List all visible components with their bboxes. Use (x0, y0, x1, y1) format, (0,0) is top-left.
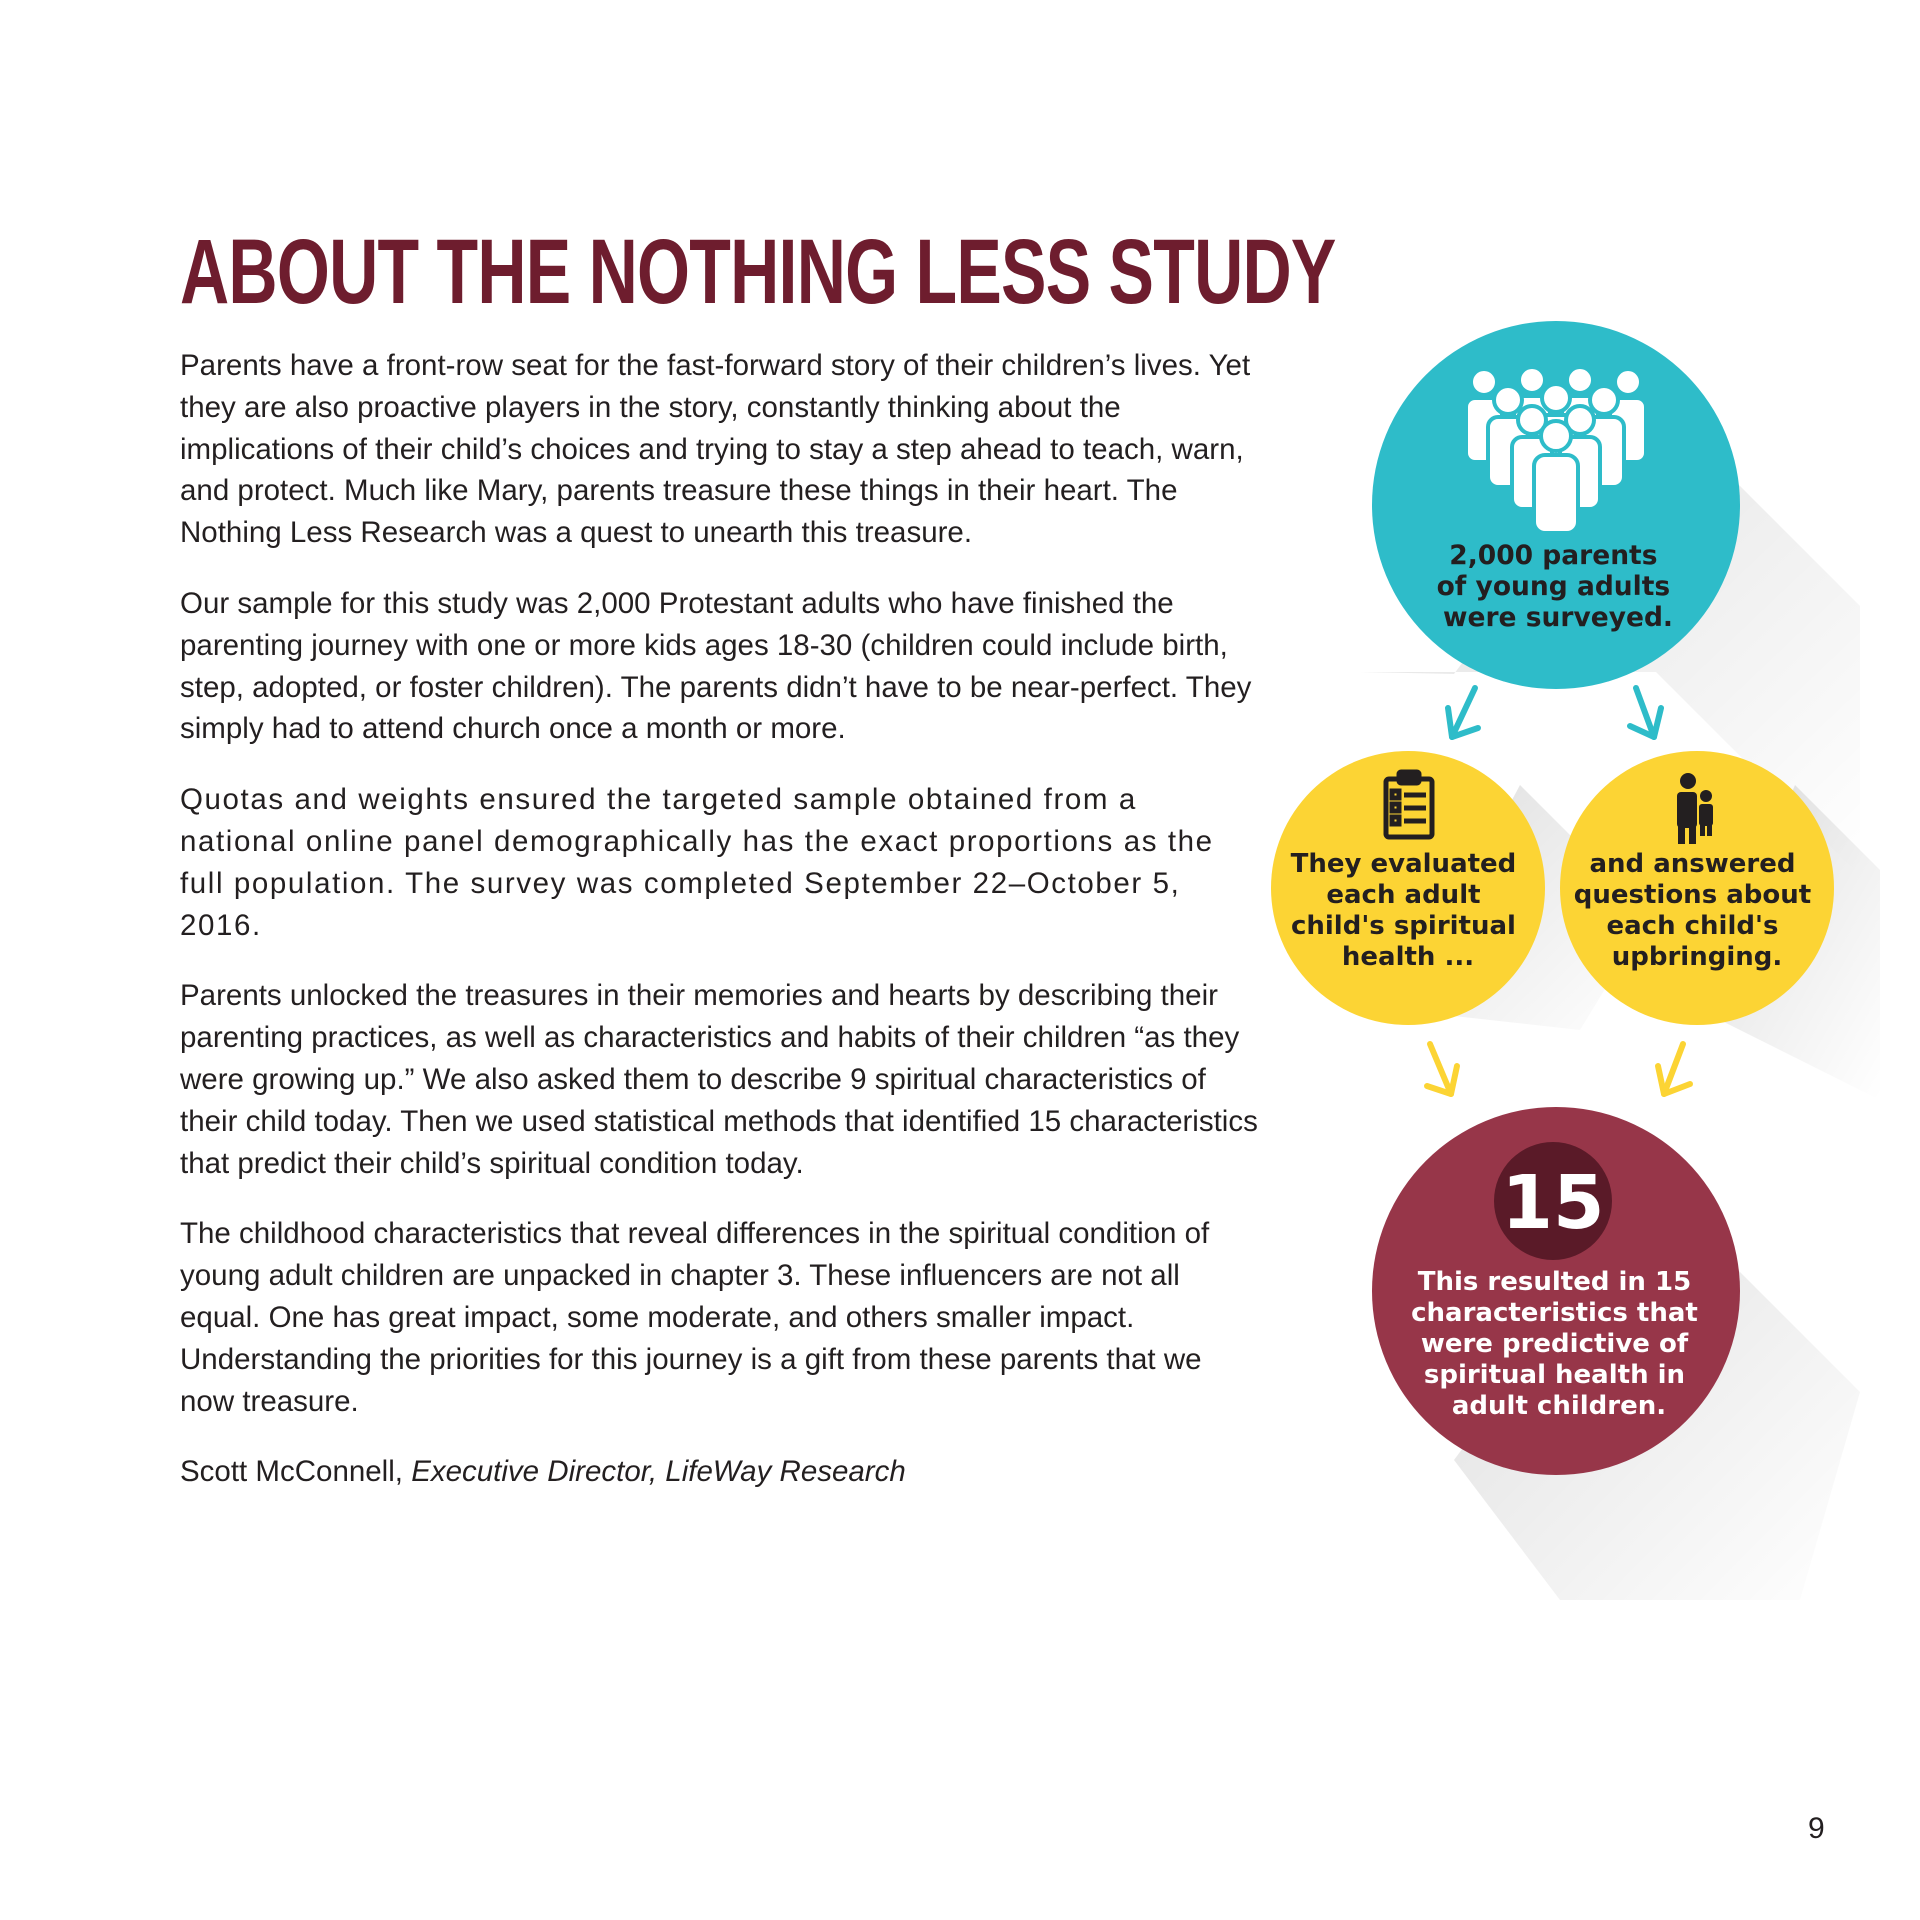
signature-name: Scott McConnell, (180, 1455, 412, 1489)
paragraph-characteristics: The childhood characteristics that reveal differences in the spiritual condition of young adult children are unpacked in chapter 3. These influencers are not all equal. One has great impact, some moderate, and others smaller impact. Understanding the priorities for this journey is a gift from these parents that we now treasure. (180, 1217, 1210, 1418)
right-circle-text: and answered questions about each child's upbringing. (1573, 849, 1812, 972)
arrow-top-to-left (1448, 688, 1478, 737)
paragraph-quotas: Quotas and weights ensured the targeted sample obtained from a national online panel demographically has the exact proportions as the full population. The survey was completed September 22–October 5, 2016. (180, 783, 1214, 942)
body-text (180, 345, 1260, 1522)
arrow-left-to-bottom (1427, 1044, 1457, 1094)
paragraph-intro: Parents have a front-row seat for the fast-forward story of their children’s lives. Yet they are also proactive players in the story, constantly thinking about the implications of their child’s choices and trying to stay a step ahead to teach, warn, and protect. Much like Mary, parents treasure these things in their heart. The Nothing Less Research was a quest to unearth this treasure. (180, 349, 1251, 550)
arrow-right-to-bottom (1658, 1044, 1690, 1094)
bottom-circle-text: This resulted in 15 characteristics that were predictive of spiritual health in adult children. (1411, 1267, 1698, 1421)
paragraph-sample: Our sample for this study was 2,000 Protestant adults who have finished the parenting journey with one or more kids ages 18-30 (children could include birth, step, adopted, or foster children). The parents didn’t have to be near-perfect. They simply had to attend church once a month or more. (180, 586, 1252, 746)
top-circle-text: 2,000 parents of young adults were surveyed. (1436, 540, 1673, 633)
signature-role: Executive Director, LifeWay Research (411, 1455, 906, 1489)
page-number: 9 (1808, 1812, 1825, 1845)
page-title: ABOUT THE NOTHING LESS STUDY (180, 221, 1336, 323)
paragraph-methods: Parents unlocked the treasures in their memories and hearts by describing their parenting practices, as well as characteristics and habits of their children “as they were growing up.” We also asked them to describe 9 spiritual characteristics of their child today. Then we used statistical methods that identified 15 characteristics that predict their child’s spiritual condition today. (180, 979, 1258, 1180)
signature (180, 1451, 1260, 1493)
count-badge-number: 15 (1501, 1160, 1605, 1246)
left-circle-text: They evaluated each adult child's spiritual health ... (1290, 849, 1517, 972)
arrow-top-to-right (1630, 688, 1661, 737)
